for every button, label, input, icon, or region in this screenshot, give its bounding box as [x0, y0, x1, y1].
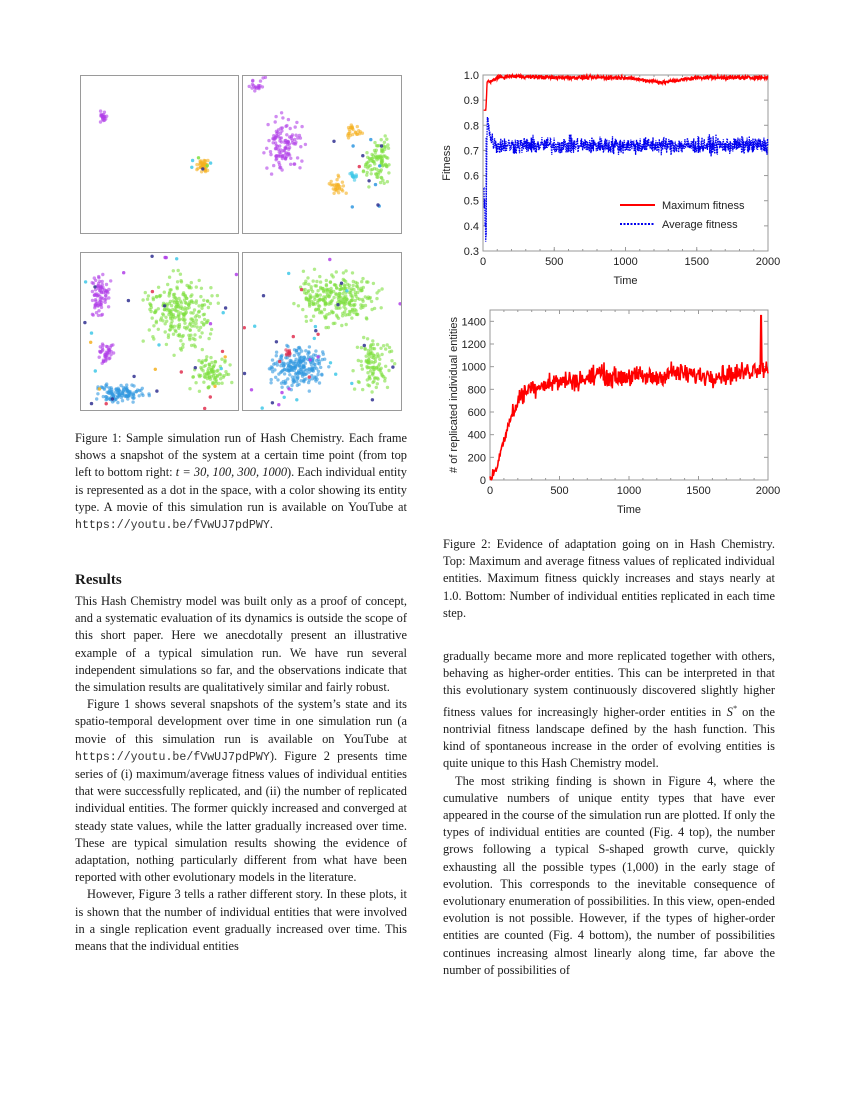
math-symbol: S*: [726, 703, 737, 719]
paragraph: This Hash Chemistry model was built only as a proof of concept, and a systematic evaluation of its dynamics is outside the scope of this short paper. Here we anecdotally present an illustrative example of a typical simulation run. We have run several independent simulations so far, and the observations indicate that the simulation results are qualitatively similar and fairly robust.: [75, 594, 407, 695]
scatter-plot: [81, 76, 238, 233]
svg-text:0.4: 0.4: [463, 220, 479, 233]
svg-text:200: 200: [467, 452, 486, 465]
svg-text:1000: 1000: [613, 256, 638, 268]
replicated-entities-chart: [440, 305, 780, 525]
svg-text:1000: 1000: [616, 485, 642, 497]
snapshot-frame-t30: [80, 75, 239, 234]
svg-text:400: 400: [467, 429, 486, 442]
caption-text: Figure 1: Sample simulation run of Hash Chemistry. Each frame shows a snapshot of the system at a certain time point (from top left to bottom right:: [75, 431, 407, 480]
svg-text:2000: 2000: [755, 256, 780, 268]
svg-text:Fitness: Fitness: [441, 145, 453, 181]
svg-text:# of replicated individual ent: # of replicated individual entities: [448, 317, 460, 473]
svg-text:Time: Time: [616, 504, 642, 516]
svg-text:0: 0: [479, 475, 486, 487]
caption-text: ). Each individual entity is represented as a dot in the space, with a color showing its entity type. A movie of this simulation run is available on YouTube at: [75, 465, 407, 514]
scatter-plot: [243, 253, 401, 410]
figure1-caption: [75, 430, 407, 534]
caption-text: Figure 2: Evidence of adaptation going on in Hash Chemistry. Top: Maximum and average fitness values of replicated individual entities. Maximum fitness quickly increases and stays nearly at 1.0. Bottom: Number of individual entities replicated in each time step.: [443, 537, 775, 620]
svg-text:2000: 2000: [755, 485, 780, 497]
svg-text:1500: 1500: [686, 485, 711, 497]
figure2-caption: [443, 536, 775, 622]
svg-text:1500: 1500: [684, 256, 709, 268]
youtube-link[interactable]: https://youtu.be/fVwUJ7pdPWY: [75, 519, 270, 533]
svg-text:0.8: 0.8: [463, 120, 479, 133]
snapshot-frame-t300: [80, 252, 239, 411]
paragraph-text: ). Figure 2 presents time series of (i) maximum/average fitness values of individual entities that were successfully replicated, and (ii) the number of replicated individual entities. The former quickly increased and converged at steady state values, while the latter gradually increased over time. These are typical simulation results showing the evidence of adaptation, nothing particularly different from what have been reported with other evolutionary models in the literature.: [75, 748, 407, 885]
fitness-chart: [440, 70, 780, 295]
paragraph: The most striking finding is shown in Figure 4, where the cumulative numbers of unique entity types that have ever appeared in the course of the simulation run are plotted. If only the types of individual entities are counted (Fig. 4 top), the number grows following a typical S-shaped growth curve, quickly exhausting all the possible types (1,000) in the early stage of evolution. This corresponds to the inevitable consequence of evolutionary enumeration of possibilities. In this view, open-ended evolution is not possible. However, if the types of higher-order entities are counted (Fig. 4 bottom), the number of possibilities continues increasing almost linearly along time, far above the number of possibilities of: [443, 773, 775, 977]
svg-text:500: 500: [550, 485, 569, 497]
svg-text:1000: 1000: [461, 361, 486, 374]
svg-text:0.9: 0.9: [463, 95, 479, 108]
svg-text:600: 600: [467, 407, 486, 419]
svg-text:Maximum fitness: Maximum fitness: [662, 200, 745, 212]
svg-text:0.3: 0.3: [463, 246, 479, 258]
caption-times: t = 30, 100, 300, 1000: [175, 465, 288, 480]
svg-text:1.0: 1.0: [463, 70, 479, 82]
paragraph-text: Figure 1 shows several snapshots of the system’s state and its spatio-temporal development over time in one simulation run (a movie of this simulation run is available on YouTube at: [75, 697, 407, 746]
svg-text:1400: 1400: [461, 316, 486, 329]
svg-text:Average fitness: Average fitness: [662, 219, 738, 231]
paragraph: [75, 696, 407, 886]
svg-text:0.6: 0.6: [463, 170, 479, 183]
svg-text:Time: Time: [613, 275, 638, 287]
paragraph: [443, 648, 775, 773]
snapshot-frame-t100: [242, 75, 402, 234]
scatter-plot: [243, 76, 401, 233]
svg-text:500: 500: [545, 256, 564, 268]
right-column-text: [443, 648, 775, 979]
svg-text:0.7: 0.7: [463, 145, 479, 158]
svg-text:0: 0: [479, 256, 487, 268]
svg-text:0: 0: [486, 485, 494, 497]
snapshot-frame-t1000: [242, 252, 402, 411]
section-heading: Results: [75, 572, 122, 588]
paragraph-text: on the nontrivial fitness landscape defined by the hash function. This kind of spontaneous increase in the order of evolving entities is quite unique to this Hash Chemistry model.: [443, 704, 775, 771]
paragraph-text: gradually became more and more replicated together with others, behaving as higher-order entities. This can be interpreted in that this evolutionary system continuously discovered slightly higher fitness values for increasingly higher-order entities in: [443, 649, 775, 719]
paragraph: However, Figure 3 tells a rather different story. In these plots, it is shown that the number of individual entities that were involved in a single replication event gradually increased over time. This means that the individual entities: [75, 887, 407, 954]
youtube-link[interactable]: https://youtu.be/fVwUJ7pdPWY: [75, 750, 270, 764]
svg-text:0.5: 0.5: [463, 195, 479, 208]
scatter-plot: [81, 253, 238, 410]
svg-text:1200: 1200: [461, 339, 486, 351]
svg-text:800: 800: [467, 384, 486, 397]
caption-text: .: [269, 517, 273, 532]
results-section: [75, 572, 407, 955]
